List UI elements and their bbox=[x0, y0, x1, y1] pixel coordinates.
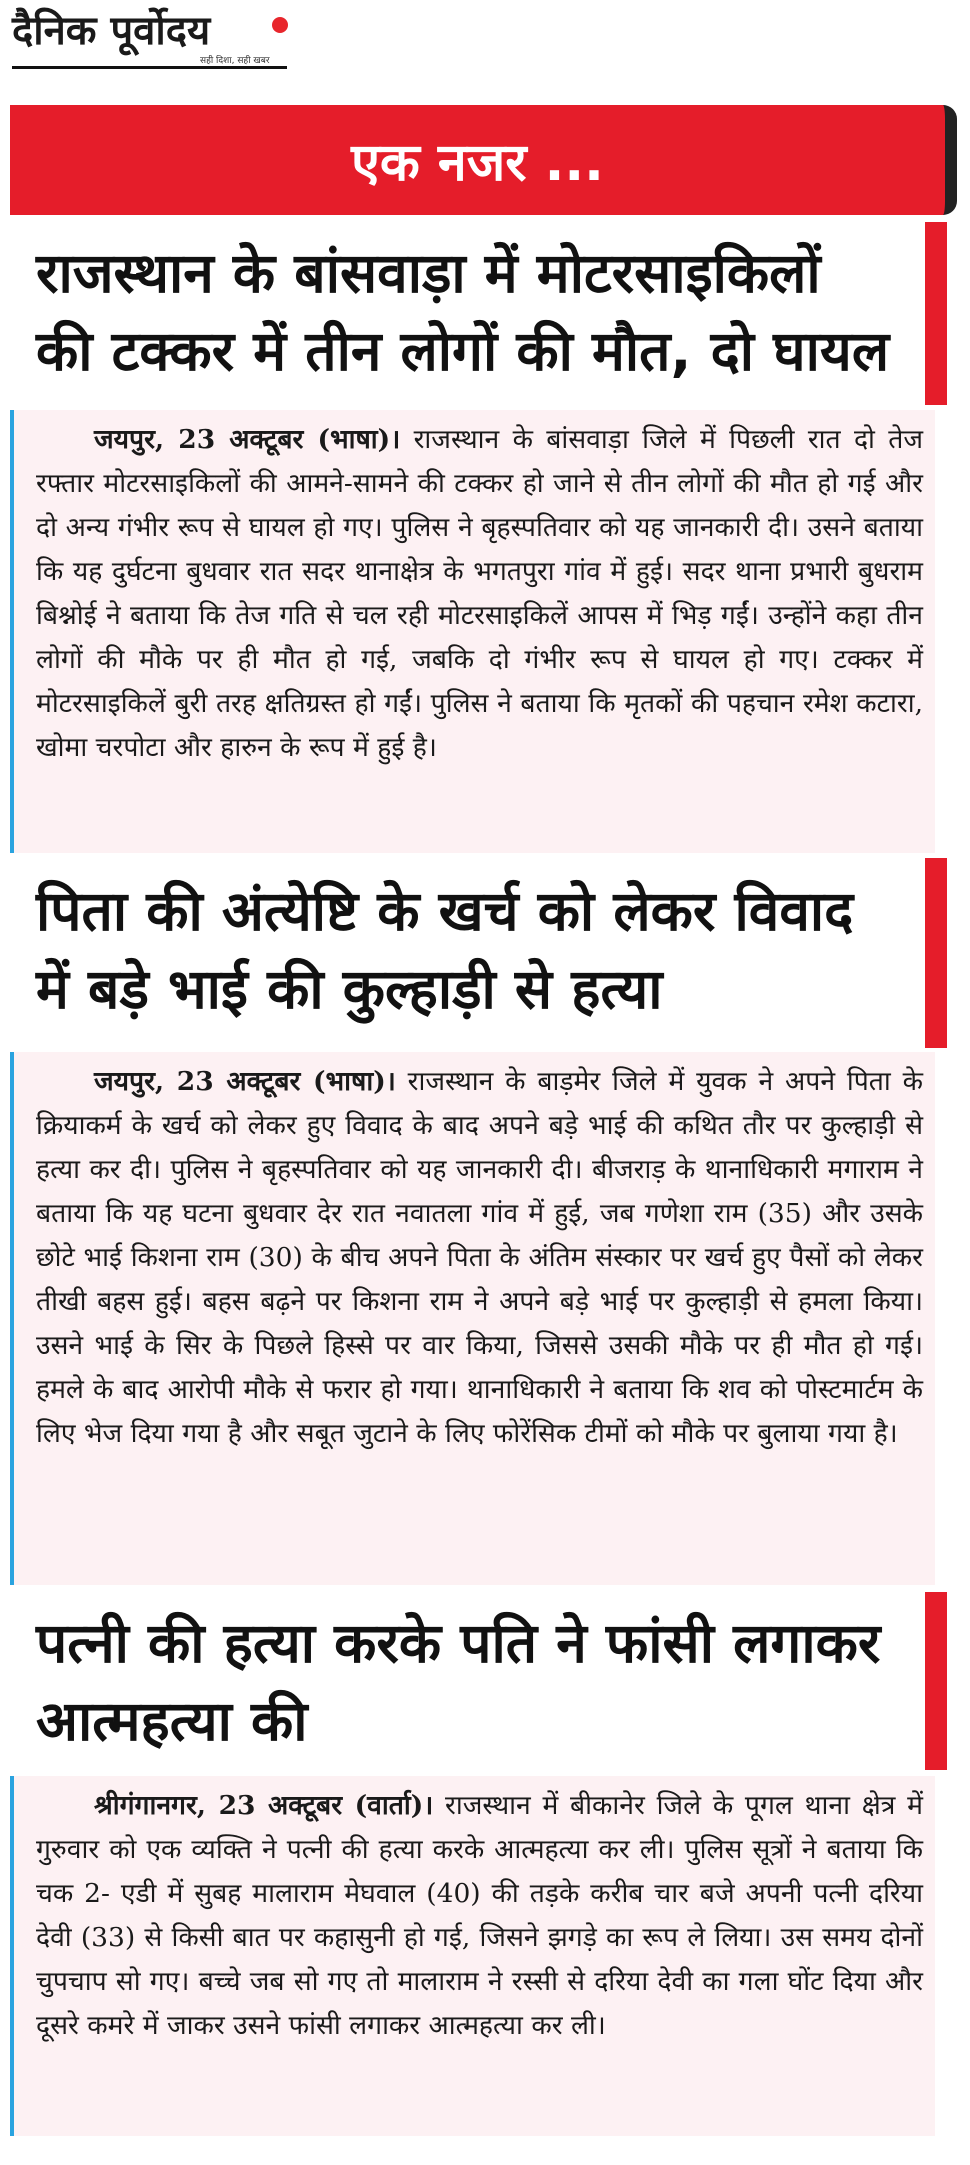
article-3-body bbox=[10, 1776, 935, 2136]
section-title: एक नजर ... bbox=[351, 132, 604, 193]
article-3-paragraph: राजस्थान में बीकानेर जिले के पूगल थाना क्षेत्र में गुरुवार को एक व्यक्ति ने पत्नी की हत्या करके आत्महत्या कर ली। पुलिस सूत्रों ने बताया कि चक 2- एडी में सुबह मालाराम मेघवाल (40) की तड़के करीब चार बजे अपनी पत्नी दरिया देवी (33) से किसी बात पर कहासुनी हो गई, जिसने झगड़े का रूप ले लिया। उस समय दोनों चुपचाप सो गए। बच्चे जब सो गए तो मालाराम ने रस्सी से दरिया देवी का गला घोंट दिया और दूसरे कमरे में जाकर उसने फांसी लगाकर आत्महत्या कर ली। bbox=[36, 1790, 923, 2041]
article-2-paragraph: राजस्थान के बाड़मेर जिले में युवक ने अपने पिता के क्रियाकर्म के खर्च को लेकर हुए विवाद के बाद अपने बड़े भाई की कथित तौर पर कुल्हाड़ी से हत्या कर दी। पुलिस ने बृहस्पतिवार को यह जानकारी दी। बीजराड़ के थानाधिकारी मगाराम ने बताया कि यह घटना बुधवार देर रात नवातला गांव में हुई, जब गणेशा राम (35) और उसके छोटे भाई किशना राम (30) के बीच अपने पिता के अंतिम संस्कार पर खर्च हुए पैसों को लेकर तीखी बहस हुई। बहस बढ़ने पर किशना राम ने अपने बड़े भाई पर कुल्हाड़ी से हमला किया। उसने भाई के सिर के पिछले हिस्से पर वार किया, जिससे उसकी मौके पर ही मौत हो गई। हमले के बाद आरोपी मौके से फरार हो गया। थानाधिकारी ने बताया कि शव को पोस्टमार्टम के लिए भेज दिया गया है और सबूत जुटाने के लिए फोरेंसिक टीमों को मौके पर बुलाया गया है। bbox=[36, 1066, 923, 1449]
newspaper-logo: दैनिक पूर्वोदय bbox=[12, 8, 211, 54]
headline-accent-bar bbox=[925, 222, 947, 405]
article-3-dateline: श्रीगंगानगर, 23 अक्टूबर (वार्ता)। bbox=[94, 1790, 434, 1821]
headline-accent-bar bbox=[925, 1592, 947, 1770]
article-1-headline: राजस्थान के बांसवाड़ा में मोटरसाइकिलों की टक्कर में तीन लोगों की मौत, दो घायल bbox=[36, 241, 890, 383]
article-2-headline: पिता की अंत्येष्टि के खर्च को लेकर विवाद में बड़े भाई की कुल्हाड़ी से हत्या bbox=[36, 879, 854, 1021]
logo-tagline: सही दिशा, सही खबर bbox=[200, 56, 270, 66]
article-3-text bbox=[36, 1784, 923, 2048]
logo-dot-icon bbox=[272, 17, 288, 33]
article-1-body bbox=[10, 410, 935, 853]
section-banner bbox=[10, 105, 957, 215]
article-2-dateline: जयपुर, 23 अक्टूबर (भाषा)। bbox=[94, 1066, 396, 1097]
article-1-headline-block bbox=[10, 222, 945, 405]
article-1-dateline: जयपुर, 23 अक्टूबर (भाषा)। bbox=[94, 424, 401, 455]
article-3-headline-block bbox=[10, 1592, 945, 1770]
article-3-headline: पत्नी की हत्या करके पति ने फांसी लगाकर आत्महत्या की bbox=[36, 1611, 881, 1753]
masthead bbox=[12, 6, 287, 72]
article-2-headline-block bbox=[10, 858, 945, 1048]
article-1-text bbox=[36, 418, 923, 770]
article-2-body bbox=[10, 1052, 935, 1585]
article-2-text bbox=[36, 1060, 923, 1456]
headline-accent-bar bbox=[925, 858, 947, 1048]
masthead-rule bbox=[12, 66, 287, 69]
article-1-paragraph: राजस्थान के बांसवाड़ा जिले में पिछली रात दो तेज रफ्तार मोटरसाइकिलों की आमने-सामने की टक्कर हो जाने से तीन लोगों की मौत हो गई और दो अन्य गंभीर रूप से घायल हो गए। पुलिस ने बृहस्पतिवार को यह जानकारी दी। उसने बताया कि यह दुर्घटना बुधवार रात सदर थानाक्षेत्र के भगतपुरा गांव में हुई। सदर थाना प्रभारी बुधराम बिश्नोई ने बताया कि तेज गति से चल रही मोटरसाइकिलें आपस में भिड़ गईं। उन्होंने कहा तीन लोगों की मौके पर ही मौत हो गई, जबकि दो गंभीर रूप से घायल हो गए। टक्कर में मोटरसाइकिलें बुरी तरह क्षतिग्रस्त हो गईं। पुलिस ने बताया कि मृतकों की पहचान रमेश कटारा, खोमा चरपोटा और हारुन के रूप में हुई है। bbox=[36, 424, 923, 763]
